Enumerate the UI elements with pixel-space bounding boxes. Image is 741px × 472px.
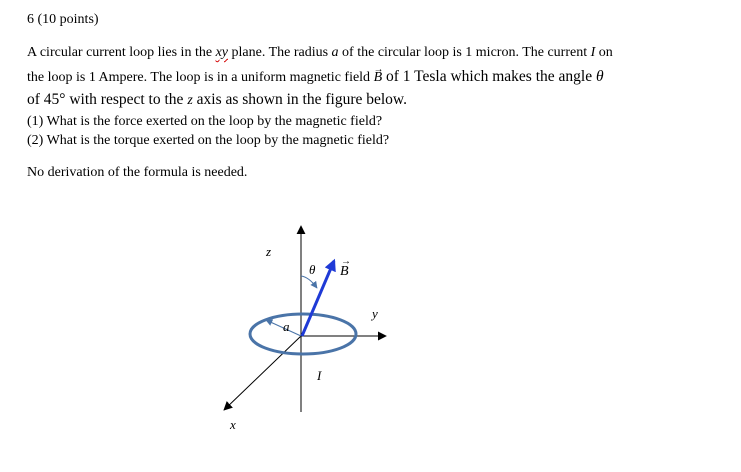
question-number: 6 [27, 12, 34, 27]
b-field-label: B [340, 264, 349, 279]
text-run: on [595, 45, 613, 60]
b-vector-var: → B [374, 71, 383, 85]
theta-var: θ [595, 68, 604, 85]
instruction-note: No derivation of the formula is needed. [27, 165, 248, 180]
radius-var: a [331, 45, 339, 60]
x-axis-label: x [230, 417, 236, 432]
current-var: I [590, 45, 596, 60]
text-run: the loop is 1 Ampere. The loop is in a uniform magnetic field [27, 70, 374, 85]
text-run: of 45° with respect to the [27, 91, 188, 108]
text-run: axis as shown in the figure below. [192, 91, 407, 108]
text-run: plane. The radius [228, 45, 332, 60]
y-axis-label: y [372, 306, 378, 321]
question-points: (10 points) [37, 12, 99, 27]
current-label: I [317, 368, 322, 383]
theta-arc [301, 276, 317, 288]
xy-term: xy [215, 45, 228, 60]
z-var: z [187, 93, 193, 108]
b-field-vector [302, 261, 334, 336]
question-2: (2) What is the torque exerted on the loop by the magnetic field? [27, 133, 390, 148]
text-run: of the circular loop is 1 micron. The current [338, 45, 591, 60]
radius-label: a [283, 319, 290, 334]
question-1: (1) What is the force exerted on the loop by the magnetic field? [27, 114, 383, 129]
text-run: of 1 Tesla which makes the angle [382, 68, 596, 85]
theta-label: θ [309, 262, 316, 277]
b-field-vector-accent: → [341, 256, 351, 267]
text-run: A circular current loop lies in the [27, 45, 216, 60]
z-axis-label: z [266, 244, 272, 259]
